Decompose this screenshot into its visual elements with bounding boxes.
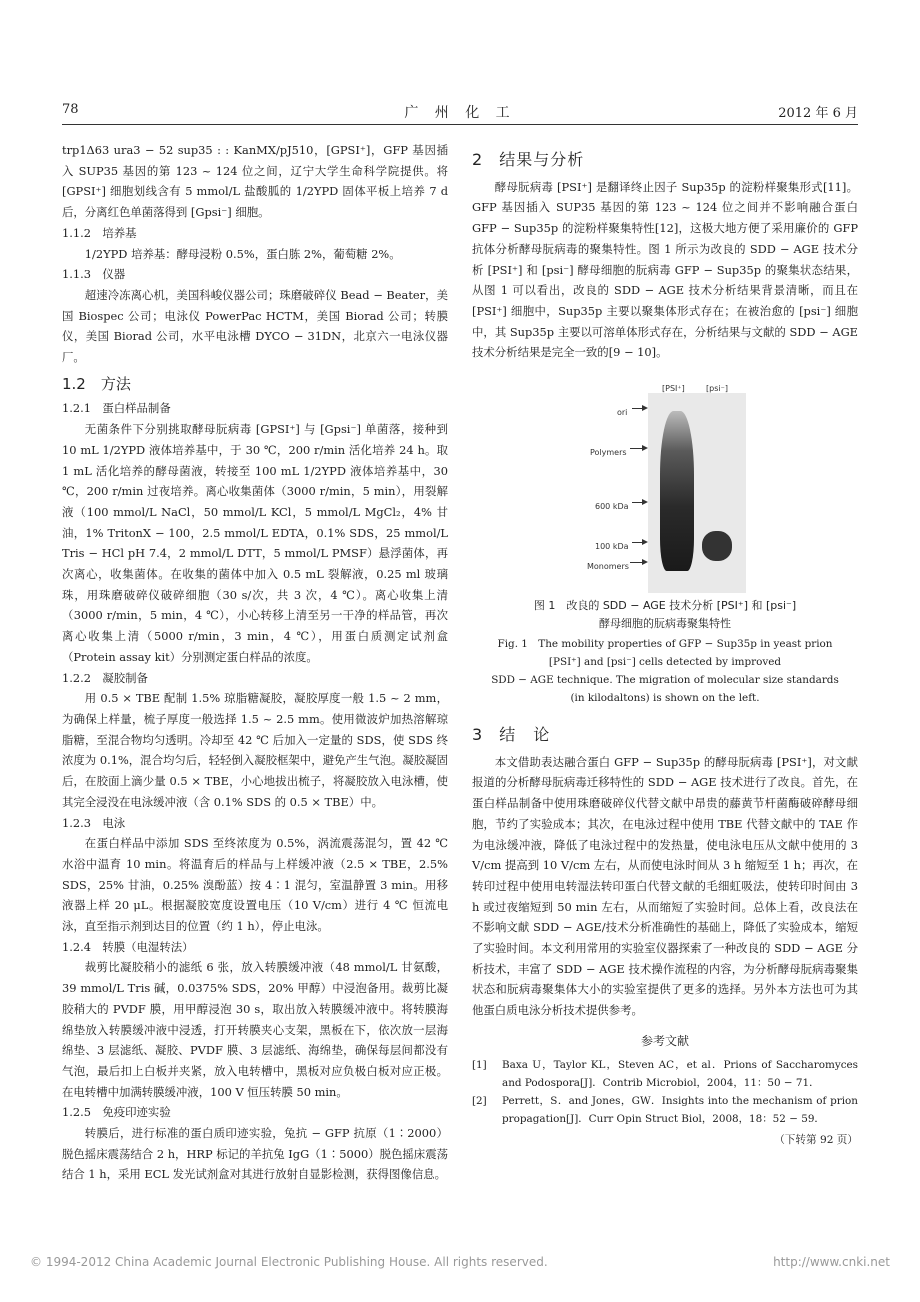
monomers-label: Monomers bbox=[587, 562, 629, 572]
subsection-heading-1-2-2: 1.2.2 凝胶制备 bbox=[62, 670, 148, 685]
strain-paragraph: trp1Δ63 ura3 − 52 sup35 : : KanMX/pJ510，[GPSI⁺]，GFP 基因插入 SUP35 基因的第 123 ~ 124 位之间，辽宁大学生命科学院提供。将 [GPSI⁺] 细胞划线含有 5 mmol/L 盐酸胍的 1/2YPD 固体平板上培养 7 d 后，分离红色单菌落得到 [Gpsi⁻] 细胞。 bbox=[62, 143, 448, 220]
continued-note: （下转第 92 页） bbox=[774, 1133, 858, 1146]
gel-figure bbox=[472, 371, 858, 593]
subsection-heading-1-2-3: 1.2.3 电泳 bbox=[62, 815, 126, 830]
reference-number: [2] bbox=[472, 1094, 487, 1107]
caption-cn-line-1: 图 1 改良的 SDD − AGE 技术分析 [PSI⁺] 和 [psi⁻] bbox=[533, 599, 797, 613]
ori-label: ori bbox=[617, 408, 628, 418]
sample-prep-paragraph: 无菌条件下分别挑取酵母朊病毒 [GPSI⁺] 与 [Gpsi⁻] 单菌落，接种到 10 mL 1/2YPD 液体培养基中，于 30 ℃，200 r/min 活化培养 24 h。取 1 mL 活化培养的酵母菌液，转接至 100 mL 1/2YPD 液体培养基中，30 ℃，200 r/min 过夜培养。离心收集菌体（3000 r/min，5 min），用裂解液（100 mmol/L NaCl，50 mmol/L KCl，5 mmol/L MgCl₂，4% 甘油，1% TritonX − 100，2.5 mmol/L EDTA，0.1% SDS，25 mmol/L Tris − HCl pH 7.4，2 mmol/L DTT，5 mmol/L PMSF）悬浮菌体，再次离心，收集菌体。在收集的菌体中加入 0.5 mL 裂解液，0.25 ml 玻璃珠，用珠磨破碎仪破碎细胞（30 s/次，共 3 次，4 ℃）。离心收集上清（3000 r/min，5 min，4 ℃），小心转移上清至另一干净的样品管，再次离心收集上清（5000 r/min，3 min，4 ℃），用蛋白质测定试剂盒（Protein assay kit）分别测定蛋白样品的浓度。 bbox=[62, 422, 448, 664]
caption-en-line-2: [PSI⁺] and [psi⁻] cells detected by improved bbox=[548, 656, 782, 669]
subsection-heading-1-1-3: 1.1.3 仪器 bbox=[62, 267, 126, 282]
section-number: 2 bbox=[472, 150, 484, 169]
medium-paragraph: 1/2YPD 培养基：酵母浸粉 0.5%，蛋白胨 2%，葡萄糖 2%。 bbox=[84, 246, 401, 261]
references-heading: 参考文献 bbox=[640, 1033, 689, 1048]
header-rule bbox=[62, 124, 858, 125]
reference-number: [1] bbox=[472, 1058, 487, 1071]
gel-image bbox=[648, 393, 746, 593]
reference-item bbox=[472, 1092, 858, 1128]
gel-lane-monomer-band bbox=[702, 531, 732, 561]
section-number: 3 bbox=[472, 725, 484, 745]
caption-en-line-3: SDD − AGE technique. The migration of molecular size standards bbox=[491, 674, 839, 687]
section-title: 结 论 bbox=[499, 725, 551, 745]
caption-en-line-4: (in kilodaltons) is shown on the left. bbox=[570, 692, 760, 705]
section-title: 结果与分析 bbox=[499, 150, 585, 169]
reference-text: Perrett，S．and Jones，GW．Insights into the mechanism of prion propagation[J]．Curr Opin Struct Biol，2008，18：52 − 59． bbox=[502, 1094, 858, 1125]
polymers-label: Polymers bbox=[590, 448, 627, 458]
subsection-heading-1-2-4: 1.2.4 转膜（电湿转法） bbox=[62, 939, 194, 954]
figure-caption-en bbox=[472, 635, 858, 707]
marker-600-arrow-icon bbox=[632, 502, 646, 503]
polymers-arrow-icon bbox=[630, 448, 646, 449]
figure-caption-cn bbox=[472, 597, 858, 633]
subsection-heading-1-2-1: 1.2.1 蛋白样品制备 bbox=[62, 401, 171, 416]
journal-name: 广 州 化 工 bbox=[404, 105, 516, 121]
results-paragraph: 酵母朊病毒 [PSI⁺] 是翻译终止因子 Sup35p 的淀粉样聚集形式[11]。GFP 基因插入 SUP35 基因的第 123 ~ 124 位之间并不影响融合蛋白 GFP − Sup35p 的淀粉样聚集特性[12]，这极大地方便了采用廉价的 GFP 抗体分析酵母朊病毒的聚集特性。图 1 所示为改良的 SDD − AGE 技术分析 [PSI⁺] 和 [psi⁻] 酵母细胞的朊病毒 GFP − Sup35p 的聚集状态结果，从图 1 可以看出，改良的 SDD − AGE 技术分析结果背景清晰，而且在 [PSI⁺] 细胞中，Sup35p 主要以聚集体形式存在；在被治愈的 [psi⁻] 细胞中，其 Sup35p 主要以可溶单体形式存在，分析结果与文献的 SDD − AGE 技术分析结果是完全一致的[9 − 10]。 bbox=[472, 179, 858, 360]
gel-prep-paragraph: 用 0.5 × TBE 配制 1.5% 琼脂糖凝胶，凝胶厚度一般 1.5 ~ 2 mm，为确保上样量，梳子厚度一般选择 1.5 ~ 2.5 mm。使用微波炉加热溶解琼脂糖，至混合物均匀透明。冷却至 42 ℃ 后加入一定量的 SDS，使 SDS 终浓度为 0.1%，混合均匀后，轻轻倒入凝胶框架中，避免产生气泡。凝胶凝固后，在胶面上滴少量 0.5 × TBE，小心地拔出梳子，将凝胶放入电泳槽，使其完全浸没在电泳缓冲液（含 0.1% SDS 的 0.5 × TBE）中。 bbox=[62, 691, 448, 809]
issue-date: 2012 年 6 月 bbox=[778, 106, 858, 121]
right-column bbox=[472, 150, 858, 1150]
section-heading-3 bbox=[472, 725, 858, 746]
instrument-paragraph: 超速冷冻离心机，美国科峻仪器公司；珠磨破碎仪 Bead − Beater，美国 Biospec 公司；电泳仪 PowerPac HCTM，美国 Biorad 公司；转膜仪，美国 Biorad 公司，水平电泳槽 DYCO − 31DN，北京六一电泳仪器厂。 bbox=[62, 287, 448, 365]
copyright-text: © 1994-2012 China Academic Journal Electronic Publishing House. All rights reserved. bbox=[30, 1255, 548, 1269]
ori-arrow-icon bbox=[632, 408, 646, 409]
section-heading-2 bbox=[472, 150, 858, 171]
monomers-arrow-icon bbox=[630, 562, 646, 563]
cnki-url: http://www.cnki.net bbox=[773, 1255, 890, 1269]
reference-item bbox=[472, 1056, 858, 1092]
transfer-paragraph: 裁剪比凝胶稍小的滤纸 6 张，放入转膜缓冲液（48 mmol/L 甘氨酸，39 mmol/L Tris 碱，0.0375% SDS，20% 甲醇）中浸泡备用。裁剪比凝胶稍大的 PVDF 膜，用甲醇浸泡 30 s，取出放入转膜缓冲液中。将转膜海绵垫放入转膜缓冲液中浸透，打开转膜夹心支架，黑板在下，依次放一层海绵垫、3 层滤纸、凝胶、PVDF 膜、3 层滤纸、海绵垫，确保每层间都没有气泡，最后扣上白板并夹紧，放入电转槽中，黑板对应负极白板对应正极。在电转槽中加满转膜缓冲液，100 V 恒压转膜 50 min。 bbox=[62, 960, 448, 1099]
left-column bbox=[62, 140, 448, 1185]
copyright-footer bbox=[30, 1255, 890, 1269]
gel-lane-polymer-smear bbox=[660, 411, 694, 571]
marker-100-label: 100 kDa bbox=[595, 542, 629, 552]
marker-600-label: 600 kDa bbox=[595, 502, 629, 512]
lane-label-psi-minus: [psi⁻] bbox=[706, 384, 728, 394]
conclusion-paragraph: 本文借助表达融合蛋白 GFP − Sup35p 的酵母朊病毒 [PSI⁺]，对文献报道的分析酵母朊病毒迁移特性的 SDD − AGE 技术进行了改良。首先，在蛋白样品制备中使用珠磨破碎仪代替文献中昂贵的藤黄节杆菌酶破碎酵母细胞，节约了实验成本；其次，在电泳过程中使用 TBE 代替文献中的 TAE 作为电泳缓冲液，降低了电泳过程中的发热量，使电泳电压从文献中使用的 3 V/cm 提高到 10 V/cm 左右，从而使电泳时间从 3 h 缩短至 1 h；再次，在转印过程中使用电转湿法转印蛋白代替文献的毛细虹吸法，使转印时间由 3 h 或过夜缩短到 50 min 左右，从而缩短了实验时间。总体上看，改良法在不影响文献 SDD − AGE/技术分析准确性的基础上，降低了实验成本，缩短了实验时间。本文利用常用的实验室仪器探索了一种改良的 SDD − AGE 分析技术，丰富了 SDD − AGE 技术操作流程的内容，为分析酵母朊病毒聚集状态和朊病毒聚集体大小的实验室提供了更多的选择。另外本方法也可为其他蛋白质电泳分析技术提供参考。 bbox=[472, 754, 858, 1018]
caption-en-line-1: Fig. 1 The mobility properties of GFP − Sup35p in yeast prion bbox=[497, 638, 833, 651]
subsection-heading-1-1-2: 1.1.2 培养基 bbox=[62, 225, 137, 240]
page-number: 78 bbox=[62, 102, 79, 117]
western-blot-paragraph: 转膜后，进行标准的蛋白质印迹实验，兔抗 − GFP 抗原（1∶2000）脱色摇床震荡结合 2 h，HRP 标记的羊抗兔 IgG（1∶5000）脱色摇床震荡结合 1 h，采用 ECL 发光试剂盒对其进行放射自显影检测，获得图像信息。 bbox=[62, 1126, 448, 1182]
caption-cn-line-2: 酵母细胞的朊病毒聚集特性 bbox=[599, 617, 731, 631]
subsection-heading-1-2-5: 1.2.5 免疫印迹实验 bbox=[62, 1105, 171, 1120]
section-heading-1-2: 1.2 方法 bbox=[62, 374, 131, 393]
electrophoresis-paragraph: 在蛋白样品中添加 SDS 至终浓度为 0.5%，涡流震荡混匀，置 42 ℃ 水浴中温育 10 min。将温育后的样品与上样缓冲液（2.5 × TBE，2.5% SDS，25% 甘油，0.25% 溴酚蓝）按 4∶1 混匀，室温静置 3 min。用移液器上样 20 μL。根据凝胶宽度设置电压（10 V/cm）进行 4 ℃ 恒流电泳，直至指示剂到达目的位置（约 1 h），停止电泳。 bbox=[62, 836, 448, 934]
lane-label-psi-plus: [PSI⁺] bbox=[662, 384, 685, 394]
reference-text: Baxa U，Taylor KL，Steven AC，et al．Prions of Saccharomyces and Podospora[J]．Contrib Microbiol，2004，11：50 − 71． bbox=[502, 1058, 858, 1089]
marker-100-arrow-icon bbox=[632, 542, 646, 543]
